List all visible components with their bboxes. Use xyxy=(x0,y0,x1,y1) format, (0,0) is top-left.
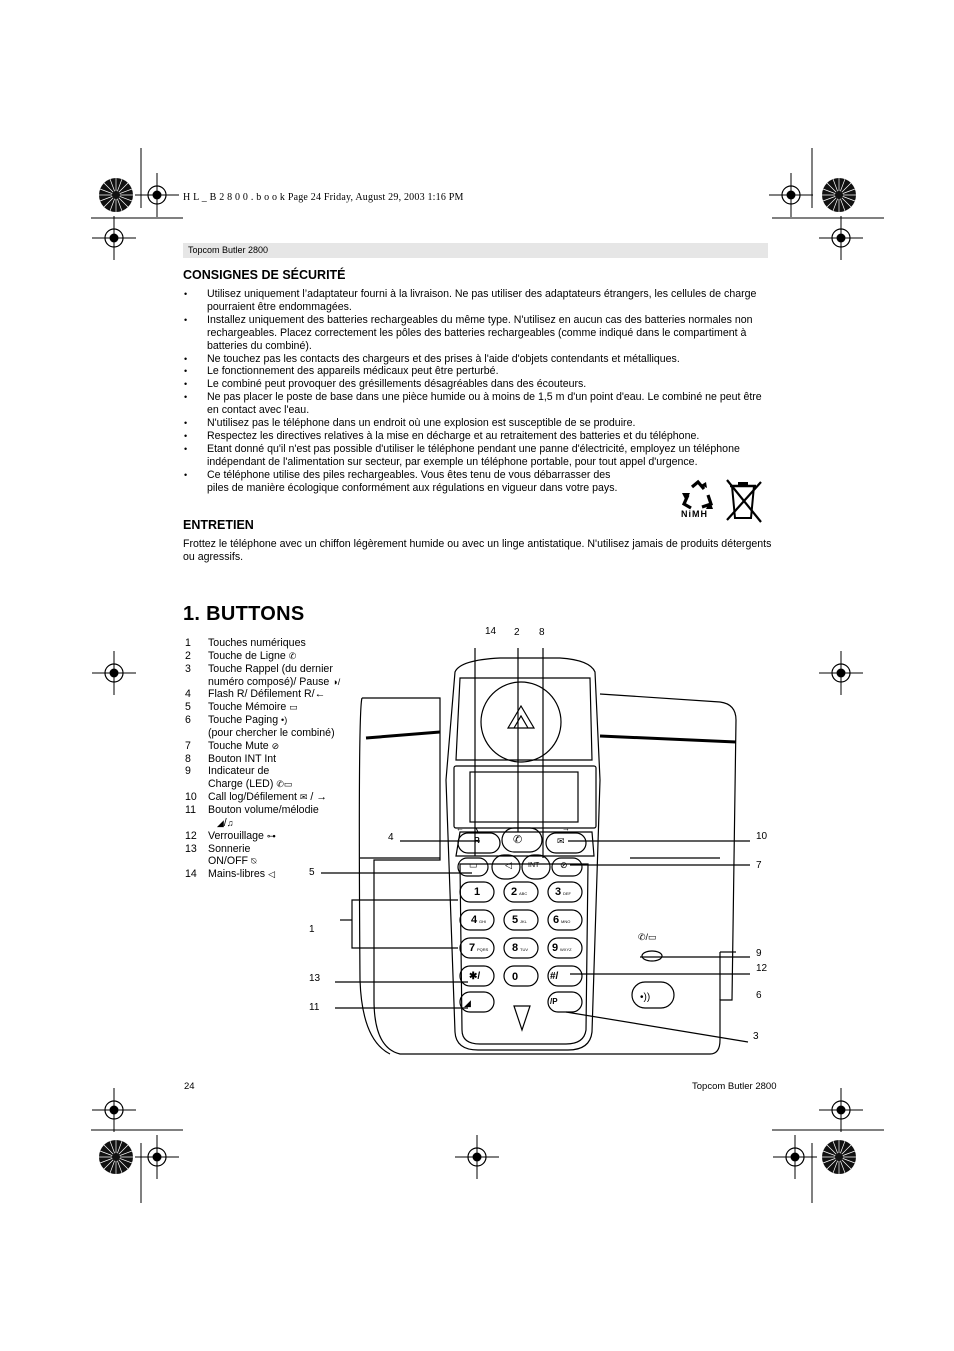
key-star: ✱/ xyxy=(469,971,481,982)
callout-13: 13 xyxy=(309,973,321,984)
key-phonebook-icon: ▭ xyxy=(469,860,478,870)
legend-item: 14 Mains-libres ◁ xyxy=(185,868,275,881)
page-number: 24 xyxy=(184,1081,195,1092)
list-item: • Utilisez uniquement l’adaptateur fourni à la livraison. Ne pas utiliser des adaptateurs étrangers, les cellules de charge pourraient être endommagées. xyxy=(183,288,773,314)
key-hash: #/ xyxy=(550,971,559,982)
callout-11: 11 xyxy=(309,1002,320,1013)
handset-arrow-left-icon: ← xyxy=(456,824,464,833)
key-volume-icon: ◢ xyxy=(464,998,471,1008)
legend-item: 4 Flash R/ Défilement R/← xyxy=(185,688,326,701)
callout-7: 7 xyxy=(756,860,762,871)
maintenance-text: Frottez le téléphone avec un chiffon légèrement humide ou avec un linge antistatique. N'utilisez jamais de produits détergents ou agressifs. xyxy=(183,538,772,563)
legend-item: 9 Indicateur de Charge (LED) ✆▭ xyxy=(185,765,293,791)
key-5-letters: JKL xyxy=(520,919,527,924)
key-4: 4 xyxy=(471,914,478,926)
last-bullet-line1: Ce téléphone utilise des piles rechargeables. Vous êtes tenu de vous débarrasser des xyxy=(207,468,611,481)
speaker-icon: ◁ xyxy=(268,869,275,880)
key-speaker-icon: ◁ xyxy=(505,860,512,870)
base-charge-led-icon: ✆/▭ xyxy=(638,932,657,942)
key-int: INT xyxy=(528,862,540,869)
list-item: • N'utilisez pas le téléphone dans un endroit où une explosion est susceptible de se produire. xyxy=(183,417,773,430)
paging-icon: •) xyxy=(281,715,288,726)
arrow-right-icon: → xyxy=(316,791,327,804)
legend-item: 5 Touche Mémoire ▭ xyxy=(185,701,298,714)
list-item: • Ne pas placer le poste de base dans une pièce humide ou à moins de 1,5 m d'un point d'eau. Le combiné ne peut être en contact avec l'eau. xyxy=(183,391,773,417)
callout-8: 8 xyxy=(539,627,545,638)
key-1: 1 xyxy=(474,886,481,898)
charge-led-icon: ✆▭ xyxy=(276,779,293,790)
callout-5: 5 xyxy=(309,867,315,878)
key-line-icon: ✆ xyxy=(513,834,523,846)
key-redial-pause: /P xyxy=(550,997,558,1006)
safety-heading: CONSIGNES DE SÉCURITÉ xyxy=(183,268,346,282)
running-title: Topcom Butler 2800 xyxy=(188,245,269,255)
key-7: 7 xyxy=(469,942,476,954)
callout-1: 1 xyxy=(309,924,315,935)
maintenance-heading: ENTRETIEN xyxy=(183,518,254,532)
callout-12: 12 xyxy=(756,963,768,974)
legend-item: 2 Touche de Ligne ✆ xyxy=(185,649,297,662)
callout-10: 10 xyxy=(756,831,768,842)
list-item: • Installez uniquement des batteries rechargeables du même type. N'utilisez en aucun cas des batteries normales non rechargeables. Placez correctement les pôles des batteries rechargeables (comme indiqué dans le compartiment à batteries du combiné). xyxy=(183,314,773,353)
callout-14: 14 xyxy=(485,626,497,637)
list-item: • Le fonctionnement des appareils médicaux peut être perturbé. xyxy=(183,365,773,378)
callout-3: 3 xyxy=(753,1031,759,1042)
list-item: • Etant donné qu'il n'est pas possible d'utiliser le téléphone pendant une panne d'électricité, employez un téléphone indépendant de l'alimentation sur secteur, par exemple un téléphone portable, pour tout appel d'urgence. xyxy=(183,443,773,469)
key-9: 9 xyxy=(552,942,559,954)
key-4-letters: GHI xyxy=(479,919,487,924)
legend-item: 1 Touches numériques xyxy=(185,637,306,649)
envelope-icon: ✉ xyxy=(299,792,308,803)
callout-9: 9 xyxy=(756,948,762,959)
list-item: • Le combiné peut provoquer des grésillements désagréables dans des écouteurs. xyxy=(183,378,773,391)
legend-item: 10 Call log/Défilement ✉ / → xyxy=(185,791,327,804)
key-9-letters: WXYZ xyxy=(560,947,572,952)
melody-icon: ♫ xyxy=(226,817,234,828)
key-3-letters: DEF xyxy=(563,891,571,896)
handset-arrow-right-icon: → xyxy=(562,824,570,833)
key-6-letters: MNO xyxy=(561,919,571,924)
callout-6: 6 xyxy=(756,990,762,1001)
key-mute-icon: ⊘ xyxy=(560,860,568,870)
key-3: 3 xyxy=(555,886,562,898)
key-2: 2 xyxy=(511,886,518,898)
callout-2: 2 xyxy=(514,627,520,638)
legend-item: 13 Sonnerie ON/OFF ⍉ xyxy=(185,842,257,868)
legend-item: 6 Touche Paging •) (pour chercher le combiné) xyxy=(185,714,335,739)
key-0: 0 xyxy=(512,971,519,983)
key-6: 6 xyxy=(553,914,560,926)
handset-icon: ✆ xyxy=(288,650,297,661)
phonebook-icon: ▭ xyxy=(289,702,298,713)
key-8-letters: TUV xyxy=(520,947,528,952)
ringer-off-icon: ⍉ xyxy=(250,856,257,867)
legend-item: 7 Touche Mute ⊘ xyxy=(185,739,280,752)
redial-pause-icon: ◑/ xyxy=(332,676,341,687)
legend-item: 11 Bouton volume/mélodie ◢/♫ xyxy=(185,803,319,829)
base-paging-icon: •)) xyxy=(640,992,651,1003)
buttons-title: 1. BUTTONS xyxy=(183,603,305,625)
volume-icon: ◢ xyxy=(216,817,224,828)
footer-title: Topcom Butler 2800 xyxy=(692,1081,777,1092)
callout-4: 4 xyxy=(388,832,394,843)
nimh-label: NiMH xyxy=(681,509,708,519)
arrow-left-icon: ← xyxy=(314,688,326,701)
legend-item: 8 Bouton INT Int xyxy=(185,752,277,765)
key-5: 5 xyxy=(512,914,519,926)
key-r: R xyxy=(474,836,480,845)
key-2-letters: ABC xyxy=(519,891,528,896)
last-bullet-line2: piles de manière écologique conformément aux régulations en vigueur dans votre pays. xyxy=(207,481,618,494)
list-item: • Ne touchez pas les contacts des chargeurs et des prises à l'aide d'objets contendants et métalliques. xyxy=(183,353,773,366)
legend-item: 12 Verrouillage ⊶ xyxy=(185,829,276,842)
key-8: 8 xyxy=(512,942,519,954)
legend-item: 3 Touche Rappel (du dernier numéro composé)/ Pause ◑/ xyxy=(185,662,341,688)
key-envelope-icon: ✉ xyxy=(557,836,565,846)
key-7-letters: PQRS xyxy=(477,947,489,952)
print-slug: H L _ B 2 8 0 0 . b o o k Page 24 Friday, August 29, 2003 1:16 PM xyxy=(183,192,464,203)
key-lock-icon: ⊶ xyxy=(266,830,276,841)
list-item: • Respectez les directives relatives à la mise en décharge et au retraitement des batteries et du téléphone. xyxy=(183,430,773,443)
mute-icon: ⊘ xyxy=(271,740,280,751)
